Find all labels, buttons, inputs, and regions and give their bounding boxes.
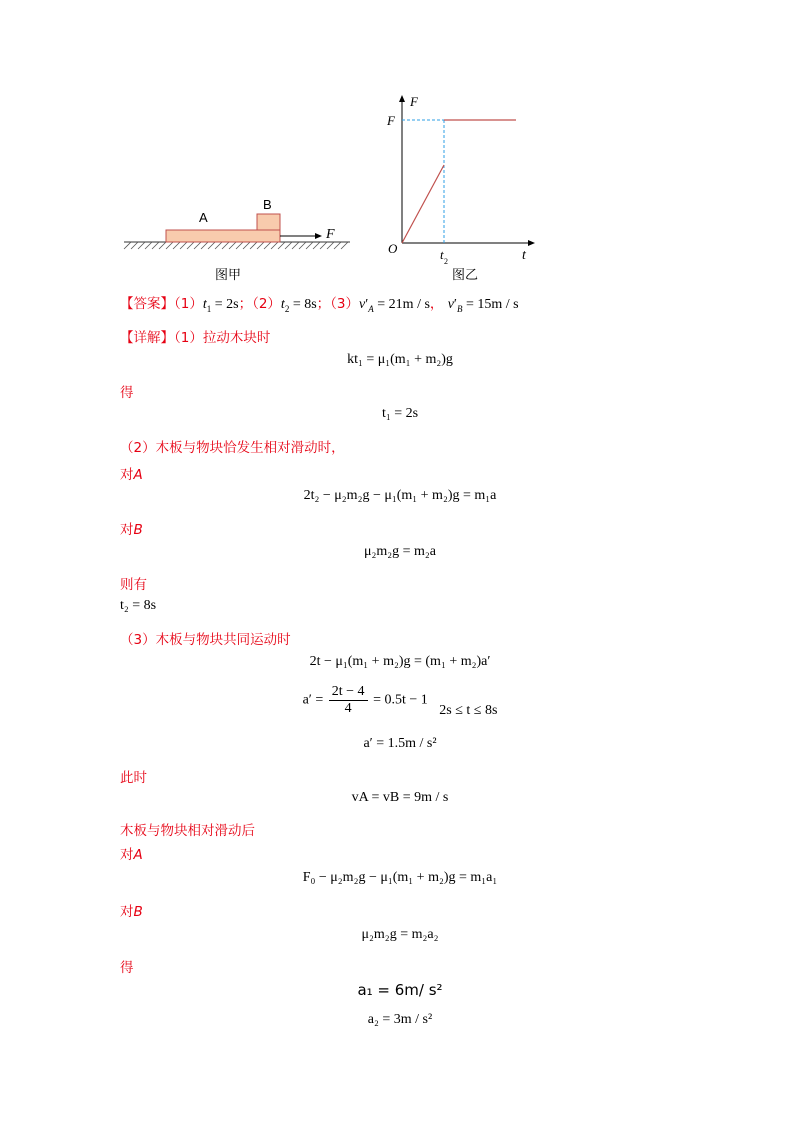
y-tick-f: F	[387, 113, 395, 128]
x-tick-t2: t	[440, 247, 444, 262]
figure-a-caption: 图甲	[215, 268, 242, 283]
text-dui-a-1: 对A	[120, 467, 143, 483]
figure-b-caption: 图乙	[452, 268, 479, 283]
equation-2: t₁ = 2s	[381, 406, 419, 421]
x-axis-arrow	[528, 240, 535, 246]
equation-10: F₀ − μ₂m₂g − μ₁(m₁ + m₂)g = m₁a₁	[302, 870, 498, 885]
equation-8: a′ = 1.5m / s²	[363, 736, 437, 751]
figure-b-graph	[380, 92, 550, 267]
equation-12: a₁ = 6m/ s²	[357, 981, 443, 999]
answer-va: $v'_A = 21m / s$	[359, 297, 430, 314]
answer-part1: （1）	[174, 296, 203, 312]
step-2-heading: （2）木板与物块恰发生相对滑动时，	[120, 440, 345, 456]
step-3-heading: （3）木板与物块共同运动时	[120, 632, 291, 648]
fraction: $\frac{2t - 4}{4}$	[329, 684, 368, 717]
ground-hatch	[124, 242, 350, 249]
answer-sep3: ，	[429, 296, 444, 312]
label-b: B	[263, 200, 272, 212]
answer-part3: （3）	[330, 296, 359, 312]
equation-3: 2t₂ − μ₂m₂g − μ₁(m₁ + m₂)g = m₁a	[303, 488, 497, 503]
equation-13: a₂ = 3m / s²	[367, 1012, 433, 1027]
board-a	[166, 230, 280, 242]
text-after-sliding: 木板与物块相对滑动后	[120, 823, 255, 839]
label-f: F	[326, 227, 335, 242]
graph-ramp	[402, 165, 444, 243]
text-de-2: 得	[120, 960, 134, 976]
equation-4: μ₂m₂g = m₂a	[363, 544, 437, 559]
block-b	[257, 214, 280, 230]
force-arrow-head	[315, 233, 322, 239]
y-axis-arrow	[399, 95, 405, 102]
x-axis-label: t	[522, 248, 526, 263]
text-dui-b-1: 对B	[120, 522, 143, 538]
answer-tag: 【答案】	[120, 296, 174, 312]
equation-5: t₂ = 8s	[120, 598, 157, 613]
origin-label: O	[388, 241, 398, 256]
equation-9: vA = vB = 9m / s	[351, 790, 449, 805]
answer-t1: $t_1 = 2s$	[202, 297, 239, 314]
answer-sep2: ；	[316, 296, 331, 312]
answer-vb: $v'_B = 15m / s$	[447, 297, 519, 314]
equation-11: μ₂m₂g = m₂a₂	[361, 927, 439, 942]
equation-1: kt₁ = μ₁(m₁ + m₂)g	[347, 352, 453, 367]
text-dui-a-2: 对A	[120, 847, 143, 863]
label-a: A	[199, 210, 208, 225]
answer-part2: （2）	[252, 296, 281, 312]
x-tick-t2-sub: 2	[444, 257, 448, 266]
detail-heading: 【详解】（1）拉动木块时	[120, 330, 271, 346]
text-dui-b-2: 对B	[120, 904, 143, 920]
y-axis-label: F	[410, 94, 418, 109]
text-zeyou: 则有	[120, 577, 147, 593]
equation-6: 2t − μ₁(m₁ + m₂)g = (m₁ + m₂)a′	[309, 654, 491, 669]
equation-7: a′ = $\frac{2t - 4}{4}$ = 0.5t − 1 2s ≤ t ≤ 8s	[302, 684, 498, 718]
text-cishi: 此时	[120, 770, 147, 786]
answer-sep1: ；	[238, 296, 253, 312]
text-de-1: 得	[120, 385, 134, 401]
answer-line	[120, 292, 519, 314]
answer-t2: $t_2 = 8s$	[280, 297, 317, 314]
